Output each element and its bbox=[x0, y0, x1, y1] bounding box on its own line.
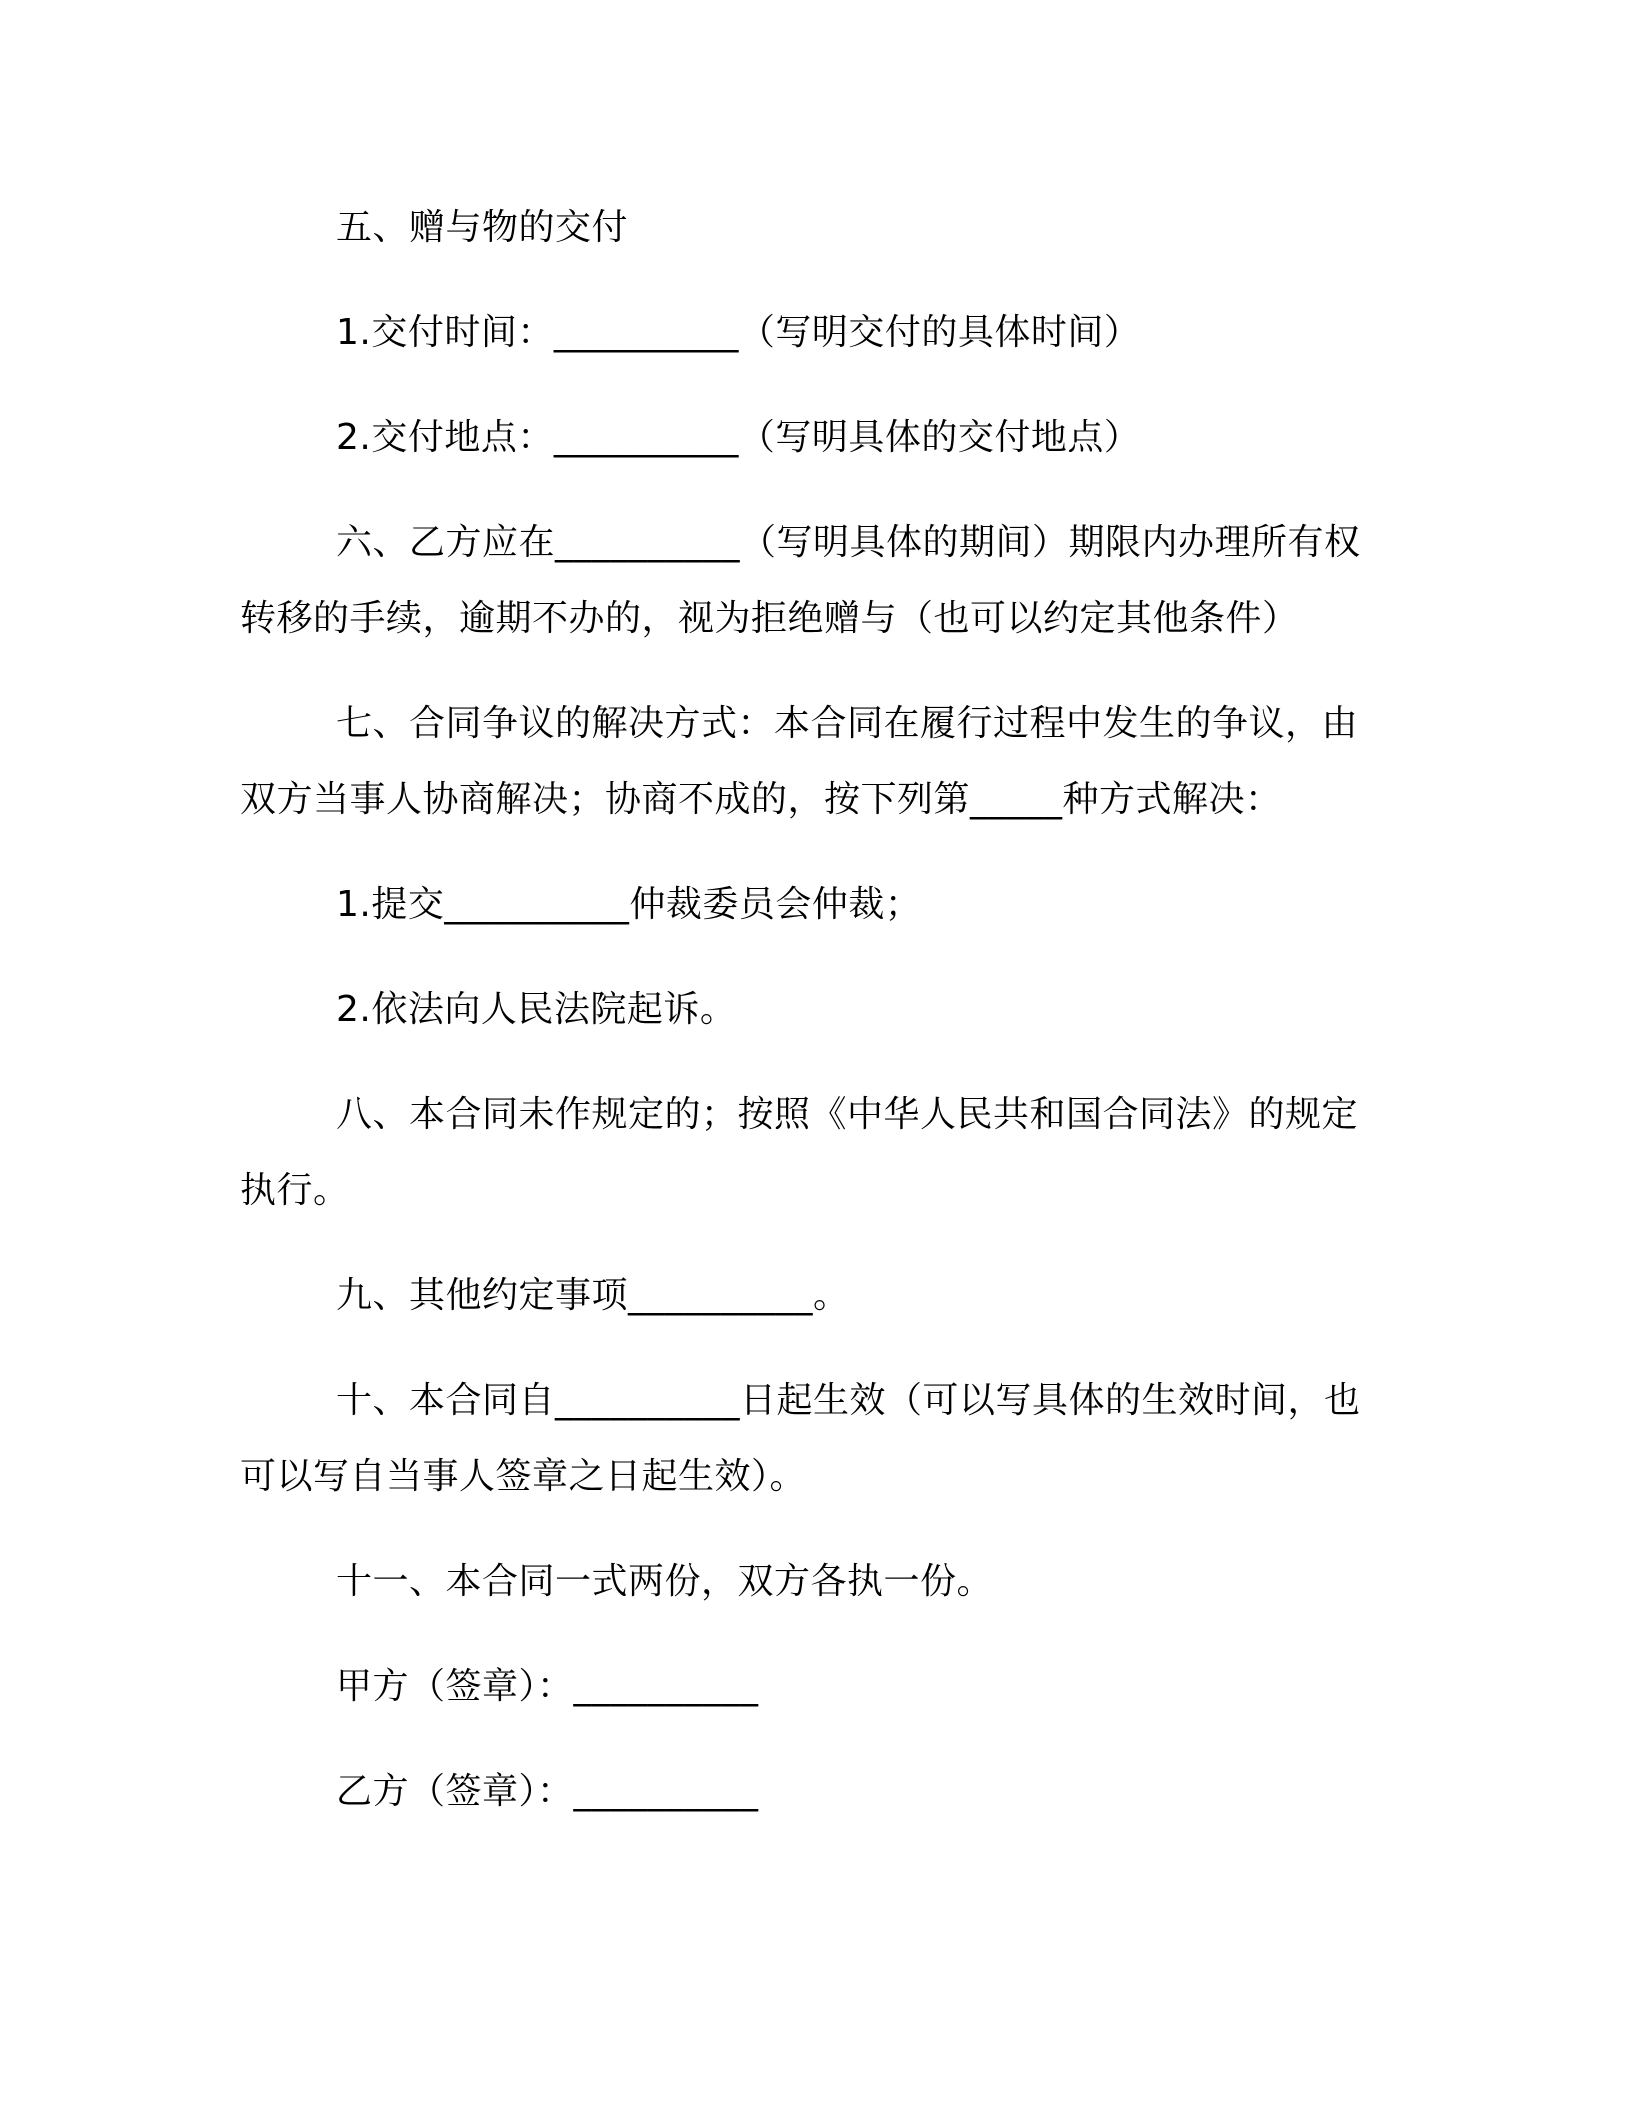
section-9-paragraph: 九、其他约定事项__________。 bbox=[336, 1275, 850, 1316]
delivery-place-line: 2.交付地点：__________（写明具体的交付地点） bbox=[336, 417, 1141, 458]
section-7-paragraph: 七、合同争议的解决方式：本合同在履行过程中发生的争议，由双方当事人协商解决；协商不成的，按下列第_____种方式解决： bbox=[240, 703, 1359, 820]
arbitration-option: 1.提交__________仲裁委员会仲裁； bbox=[336, 884, 922, 925]
party-a-signature-line: 甲方（签章）：__________ bbox=[336, 1666, 759, 1707]
section-11-paragraph: 十一、本合同一式两份，双方各执一份。 bbox=[336, 1561, 994, 1602]
party-b-signature-line: 乙方（签章）：__________ bbox=[336, 1771, 759, 1812]
section-8-paragraph: 八、本合同未作规定的；按照《中华人民共和国合同法》的规定执行。 bbox=[240, 1094, 1359, 1211]
document-body bbox=[240, 190, 1377, 1830]
delivery-time-line: 1.交付时间：__________（写明交付的具体时间） bbox=[336, 312, 1141, 353]
section-10-paragraph: 十、本合同自__________日起生效（可以写具体的生效时间，也可以写自当事人签章之日起生效）。 bbox=[240, 1380, 1361, 1497]
litigation-option: 2.依法向人民法院起诉。 bbox=[336, 989, 737, 1030]
section-5-heading: 五、赠与物的交付 bbox=[336, 207, 629, 248]
section-6-paragraph: 六、乙方应在__________（写明具体的期间）期限内办理所有权转移的手续，逾期不办的，视为拒绝赠与（也可以约定其他条件） bbox=[240, 522, 1361, 639]
